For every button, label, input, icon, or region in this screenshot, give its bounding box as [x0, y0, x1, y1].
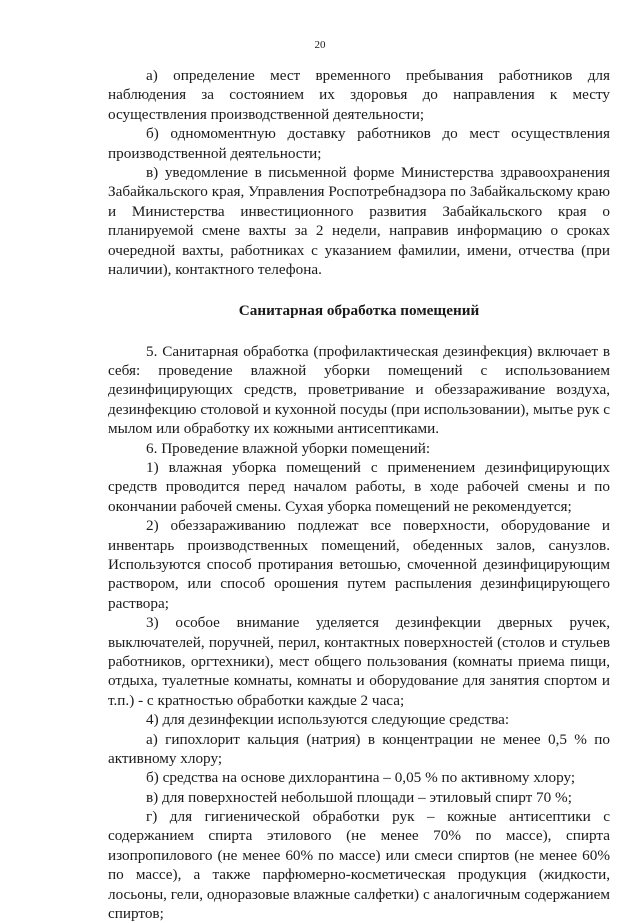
page-number: 20 — [314, 39, 326, 51]
text-line: дезинфекцию столовой и кухонной посуды (при использовании), мытье рук с — [108, 400, 610, 418]
document-body — [108, 66, 610, 923]
text-line: а) определение мест временного пребывания работников для — [146, 67, 610, 84]
text-line: спиртов; — [108, 905, 164, 923]
section-heading: Санитарная обработка помещений — [238, 302, 480, 320]
text-line: инвентарь производственных помещений, обеденных залов, санузлов. — [108, 536, 610, 554]
text-line: г) для гигиенической обработки рук – кожные антисептики с — [146, 808, 610, 826]
text-line: планируемой смене вахты за 2 недели, направив информацию о сроках — [108, 222, 610, 240]
text-line: 4) для дезинфекции используются следующие средства: — [146, 711, 510, 729]
text-line: 1) влажная уборка помещений с применением дезинфицирующих — [146, 459, 610, 477]
text-line: т.п.) - с кратностью обработки каждые 2 часа; — [108, 691, 405, 709]
text-line: б) средства на основе дихлорантина – 0,05 % по активному хлору; — [146, 769, 576, 787]
text-line: Забайкальского края, Управления Роспотребнадзора по Забайкальскому краю — [108, 183, 610, 201]
text-line: в) для поверхностей небольшой площади – этиловый спирт 70 %; — [146, 788, 572, 806]
text-line: производственной деятельности; — [108, 144, 322, 162]
text-line: по массе), а также парфюмерно-косметическая продукция (жидкости, — [108, 866, 610, 884]
text-line: б) одномоментную доставку работников до мест осуществления — [146, 125, 610, 143]
text-line: и Министерства инвестиционного развития Забайкальского края о — [108, 202, 610, 220]
text-line: содержанием спирта этилового (не менее 70% по массе), спирта — [108, 827, 610, 845]
text-line: а) гипохлорит кальция (натрия) в концентрации не менее 0,5 % по — [146, 730, 610, 748]
text-line: лосьоны, гели, одноразовые влажные салфетки) с аналогичным содержанием — [108, 885, 610, 903]
text-line: 2) обеззараживанию подлежат все поверхности, оборудование и — [146, 517, 610, 535]
text-line: наблюдения за состоянием их здоровья до направления к месту — [108, 86, 610, 104]
text-line: дезинфицирующих средств, проветривание и обеззараживание воздуха, — [108, 381, 610, 399]
text-line: очередной вахты, работниках с указанием фамилии, имени, отчества (при — [108, 241, 610, 259]
text-line: активному хлору; — [108, 749, 223, 767]
section-after-heading — [108, 342, 610, 923]
text-line: выключателей, поручней, перил, контактных поверхностей (столов и стульев — [108, 633, 610, 651]
text-line: изопропилового (не менее 60% по массе) или смеси спиртов (не менее 60% — [108, 846, 610, 864]
text-line: себя: проведение влажной уборки помещений с использованием — [108, 362, 610, 380]
section-before-heading — [108, 66, 610, 279]
text-line: раствором, или способ орошения путем распыления дезинфицирующего — [108, 575, 610, 593]
text-line: окончании рабочей смены. Сухая уборка помещений не рекомендуется; — [108, 497, 572, 515]
text-line: работников, оргтехники), мест общего пользования (комнаты приема пищи, — [108, 652, 610, 670]
text-line: мылом или обработку их кожными антисептиками. — [108, 420, 440, 438]
text-line: отдыха, туалетные комнаты, комнаты и оборудование для занятия спортом и — [108, 672, 610, 690]
text-line: раствора; — [108, 594, 169, 612]
text-line: 3) особое внимание уделяется дезинфекции дверных ручек, — [146, 614, 610, 632]
text-line: наличии), контактного телефона. — [108, 260, 322, 278]
text-line: в) уведомление в письменной форме Министерства здравоохранения — [146, 163, 610, 181]
text-line: Используются способ протирания ветошью, смоченной дезинфицирующим — [108, 555, 610, 573]
text-line: осуществления производственной деятельности; — [108, 105, 425, 123]
text-line: 6. Проведение влажной уборки помещений: — [146, 439, 431, 457]
text-line: средств проводится перед началом работы, в ходе рабочей смены и по — [108, 478, 610, 496]
text-line: 5. Санитарная обработка (профилактическая дезинфекция) включает в — [146, 342, 610, 360]
